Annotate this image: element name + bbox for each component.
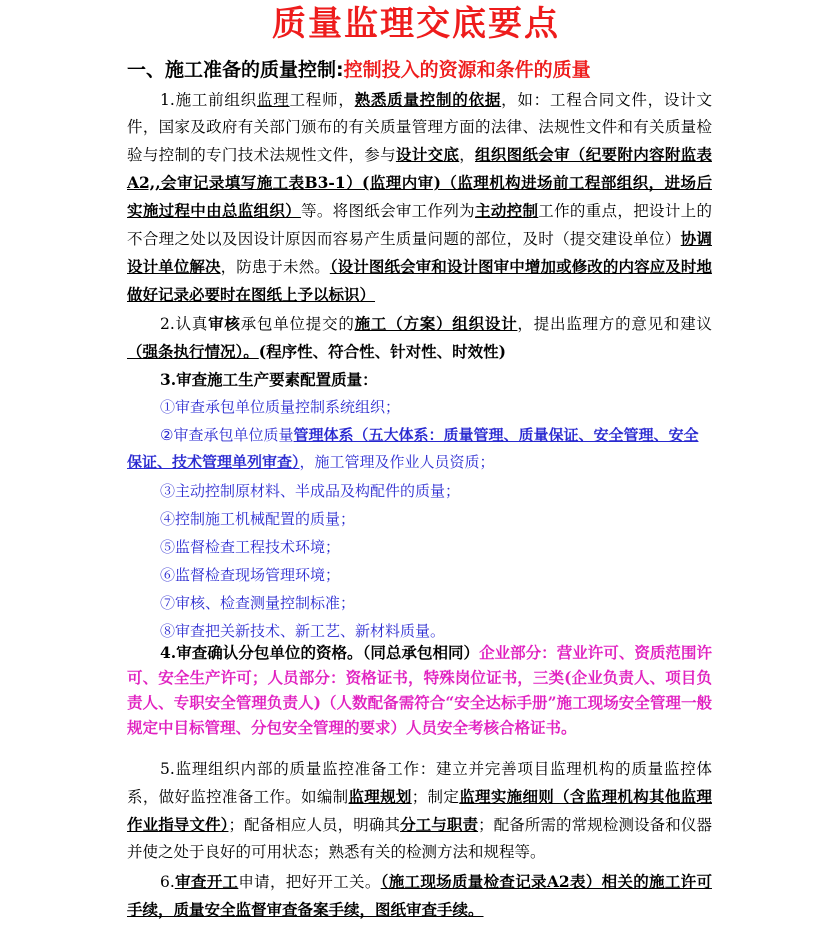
list-item: ③主动控制原材料、半成品及构配件的质量； — [160, 482, 461, 500]
p6-text-d: （施工现场质量检查记录A2表）相关的施工许可手续，质量安全监督审查备案手续，图纸审查手续。 — [127, 872, 712, 919]
p5-text-d: 监理实施细则（含监理机构其他监理作业指导文件） — [127, 787, 712, 834]
p2-text-g: (程序性、符合性、针对性、时效性) — [258, 342, 506, 361]
paragraph-2 — [127, 310, 712, 366]
p2-text-e: ，提出监理方的意见和建议 — [517, 315, 712, 333]
p2-text-f: （强条执行情况）。 — [127, 342, 259, 361]
p1-text-b: 监理 — [256, 91, 290, 109]
p1-text-d: 熟悉质量控制的依据 — [354, 90, 502, 109]
p1-text-m: ，防患于未然。 — [220, 258, 330, 276]
p6-text-c: 申请，把好开工关。 — [238, 873, 381, 891]
list-item: ⑦审核、检查测量控制标准； — [160, 594, 356, 612]
p1-text-i: 等。将图纸会审工作列为 — [301, 202, 475, 220]
list-item: ①审查承包单位质量控制系统组织； — [160, 398, 401, 416]
p4-text-b: 企业部分：营业许可、资质范围许可、安全生产许可；人员部分：资格证书，特殊岗位证书，三类(企业负责人、项目负责人、专职安全管理负责人)（人数配备需符合“安全达标手册”施工现场安全管理一般规定中目标管理、分包安全管理的要求）人员安全考核合格证书。 — [127, 643, 712, 737]
list-item — [127, 422, 712, 476]
p2-text-c: 承包单位提交的 — [240, 315, 355, 333]
p1-text-h: 组织图纸会审（纪要附内容附监表A2,,会审记录填写施工表B3-1）(监理内审)（监理机构进场前工程部组织，进场后实施过程中由总监组织） — [127, 145, 712, 220]
paragraph-6 — [127, 868, 712, 924]
p6-text-b: 审查开工 — [174, 872, 239, 891]
section-heading-red: 控制投入的资源和条件的质量 — [343, 59, 591, 81]
page-title: 质量监理交底要点 — [272, 4, 560, 44]
paragraph-5 — [127, 756, 712, 866]
p1-text-g: ， — [459, 146, 476, 164]
section-heading — [127, 56, 591, 84]
p2-text-a: 2.认真 — [160, 315, 209, 333]
p5-text-f: 分工与职责 — [400, 815, 479, 834]
p1-text-j: 主动控制 — [475, 201, 539, 220]
p6-text-a: 6. — [160, 873, 175, 891]
list-item: ⑧审查把关新技术、新工艺、新材料质量。 — [160, 622, 446, 640]
p5-text-e: ；配备相应人员，明确其 — [228, 816, 401, 834]
paragraph-1 — [127, 86, 712, 309]
p1-text-a: 1.施工前组织 — [160, 91, 257, 109]
p1-text-e: ，如：工程合同文件，设计文件，国家及政府有关部门颁布的有关质量管理方面的法律、法规性文件和有关质量检验与控制的专门技术法规性文件，参与 — [127, 91, 712, 164]
p2-text-b: 审核 — [208, 314, 241, 333]
paragraph-4 — [127, 640, 712, 740]
item2-text-c: ，施工管理及作业人员资质； — [299, 453, 495, 471]
p1-text-f: 设计交底 — [395, 145, 460, 164]
p1-text-c: 工程师， — [289, 91, 355, 109]
list-item: ④控制施工机械配置的质量； — [160, 510, 356, 528]
item2-text-b: 管理体系（五大体系：质量管理、质量保证、安全管理、安全保证、技术管理单列审查） — [127, 426, 699, 471]
p5-text-b: 监理规划 — [348, 787, 412, 806]
p5-text-a: 5.监理组织内部的质量监控准备工作：建立并完善项目监理机构的质量监控体系，做好监控准备工作。如编制 — [127, 760, 712, 806]
item2-text-a: ②审查承包单位质量 — [160, 426, 294, 444]
p2-text-d: 施工（方案）组织设计 — [354, 314, 518, 333]
paragraph-3-heading: 3.审查施工生产要素配置质量： — [160, 370, 378, 389]
p1-text-l: 协调设计单位解决 — [127, 229, 712, 276]
p1-text-k: 工作的重点，把设计上的不合理之处以及因设计原因而容易产生质量问题的部位，及时（提交建设单位） — [127, 202, 712, 248]
p4-text-a: 4.审查确认分包单位的资格。（同总承包相同） — [160, 643, 480, 662]
list-item: ⑤监督检查工程技术环境； — [160, 538, 341, 556]
list-item: ⑥监督检查现场管理环境； — [160, 566, 341, 584]
p5-text-c: ；制定 — [411, 788, 460, 806]
section-heading-text: 一、施工准备的质量控制: — [127, 59, 344, 81]
p1-text-n: （设计图纸会审和设计图审中增加或修改的内容应及时地做好记录必要时在图纸上予以标识） — [127, 257, 712, 304]
p5-text-g: ；配备所需的常规检测设备和仪器并使之处于良好的可用状态；熟悉有关的检测方法和规程等。 — [127, 816, 712, 861]
